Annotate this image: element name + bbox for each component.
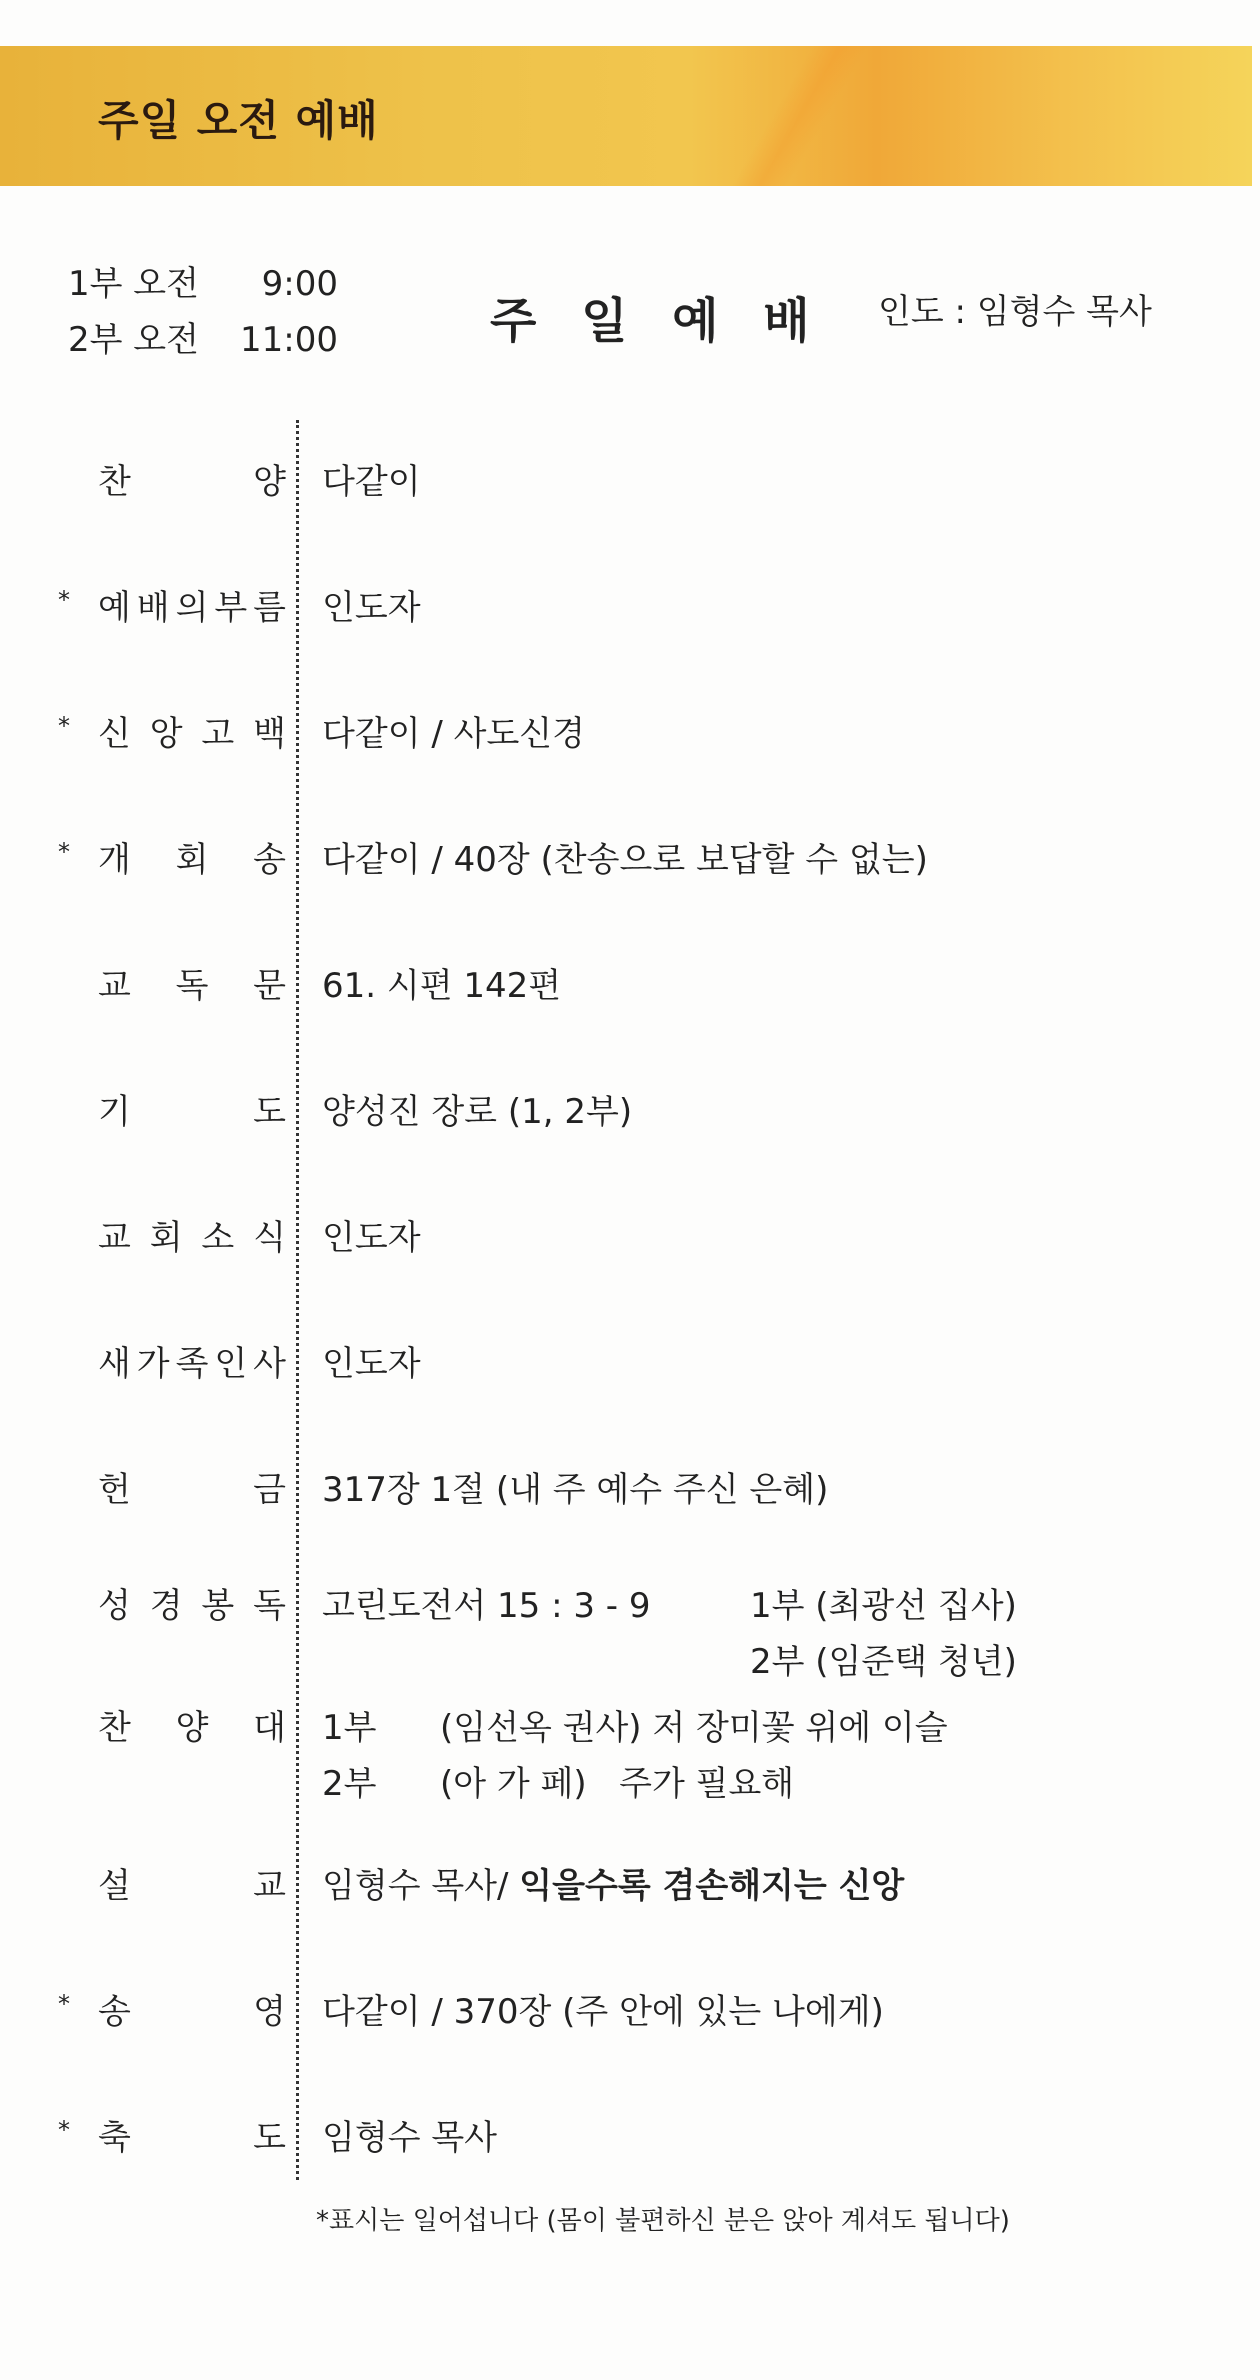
label-char: 경 xyxy=(149,1586,183,1626)
label-char: 기 xyxy=(98,1092,131,1132)
label-char: 찬 xyxy=(98,1708,131,1748)
sermon-title: 익을수록 겸손해지는 신앙 xyxy=(519,1866,905,1906)
order-item-content: 다같이 / 370장 (주 안에 있는 나에게) xyxy=(322,1992,884,2032)
label-char: 헌 xyxy=(98,1470,131,1510)
time-label: 1부 오전 xyxy=(68,264,199,304)
order-item-label xyxy=(98,1210,286,1266)
order-item-label xyxy=(98,454,286,510)
label-char: 양 xyxy=(253,462,286,502)
label-char: 의 xyxy=(175,588,209,628)
order-item-content: 인도자 xyxy=(322,1218,421,1258)
service-times xyxy=(68,256,338,368)
label-char: 독 xyxy=(253,1586,286,1626)
service-time-row xyxy=(68,312,338,368)
label-char: 인 xyxy=(214,1344,248,1384)
order-item-label xyxy=(98,832,286,888)
choir-detail: (아 가 페) 주가 필요해 xyxy=(440,1764,795,1804)
label-char: 양 xyxy=(175,1708,209,1748)
label-char: 개 xyxy=(98,840,131,880)
order-item-content: 다같이 / 사도신경 xyxy=(322,714,585,754)
label-char: 찬 xyxy=(98,462,131,502)
label-char: 봉 xyxy=(201,1586,235,1626)
order-item-content: 임형수 목사 xyxy=(322,2118,498,2158)
label-char: 배 xyxy=(136,588,170,628)
label-char: 식 xyxy=(253,1218,286,1258)
label-char: 예 xyxy=(98,588,131,628)
order-item-label xyxy=(98,706,286,762)
label-char: 가 xyxy=(136,1344,170,1384)
label-char: 송 xyxy=(98,1992,131,2032)
order-item-label xyxy=(98,1578,286,1634)
label-char: 교 xyxy=(253,1866,286,1906)
order-item-label xyxy=(98,1984,286,2040)
label-char: 족 xyxy=(175,1344,209,1384)
label-char: 송 xyxy=(253,840,286,880)
time-label: 2부 오전 xyxy=(68,320,199,360)
scripture-reader-1: 1부 (최광선 집사) xyxy=(750,1586,1017,1626)
order-item-content: 다같이 / 40장 (찬송으로 보답할 수 없는) xyxy=(322,840,928,880)
label-char: 성 xyxy=(98,1586,131,1626)
label-char: 사 xyxy=(253,1344,286,1384)
order-item-content: 양성진 장로 (1, 2부) xyxy=(322,1092,633,1132)
order-item-content: 다같이 xyxy=(322,462,421,502)
choir-part: 2부 xyxy=(322,1764,377,1804)
label-char: 회 xyxy=(175,840,209,880)
label-char: 설 xyxy=(98,1866,131,1906)
service-time-row xyxy=(68,256,338,312)
header-banner xyxy=(0,46,1252,186)
label-char: 새 xyxy=(98,1344,131,1384)
stand-marker: * xyxy=(58,586,70,614)
order-item-label xyxy=(98,1462,286,1518)
label-char: 백 xyxy=(253,714,286,754)
order-item-label xyxy=(98,1858,286,1914)
time-value: 11:00 xyxy=(240,320,338,360)
label-char: 영 xyxy=(253,1992,286,2032)
footer-note: *표시는 일어섭니다 (몸이 불편하신 분은 앉아 계셔도 됩니다) xyxy=(316,2206,1010,2236)
order-item-label xyxy=(98,2110,286,2166)
sermon-preacher: 임형수 목사/ xyxy=(322,1866,509,1906)
label-char: 대 xyxy=(253,1708,286,1748)
label-char: 독 xyxy=(175,966,209,1006)
order-item-label xyxy=(98,580,286,636)
order-item-content: 인도자 xyxy=(322,1344,421,1384)
order-item-content: 317장 1절 (내 주 예수 주신 은혜) xyxy=(322,1470,829,1510)
service-leader: 인도 : 임형수 목사 xyxy=(878,292,1152,332)
order-item-label xyxy=(98,1084,286,1140)
label-char: 축 xyxy=(98,2118,131,2158)
choir-part: 1부 xyxy=(322,1708,377,1748)
order-item-label xyxy=(98,1700,286,1756)
label-char: 름 xyxy=(253,588,286,628)
label-char: 고 xyxy=(201,714,235,754)
label-char: 금 xyxy=(253,1470,286,1510)
label-char: 부 xyxy=(214,588,248,628)
label-char: 도 xyxy=(253,2118,286,2158)
label-char: 앙 xyxy=(149,714,183,754)
label-char: 교 xyxy=(98,1218,131,1258)
stand-marker: * xyxy=(58,2116,70,2144)
order-item-label xyxy=(98,958,286,1014)
order-item-label xyxy=(98,1336,286,1392)
stand-marker: * xyxy=(58,1990,70,2018)
dotted-divider xyxy=(296,420,299,2180)
choir-detail: (임선옥 권사) 저 장미꽃 위에 이슬 xyxy=(440,1708,948,1748)
stand-marker: * xyxy=(58,712,70,740)
stand-marker: * xyxy=(58,838,70,866)
banner-title: 주일 오전 예배 xyxy=(98,96,379,145)
order-item-content: 인도자 xyxy=(322,588,421,628)
choir-row xyxy=(322,1700,948,1756)
scripture-passage: 고린도전서 15 : 3 - 9 xyxy=(322,1586,651,1626)
time-value: 9:00 xyxy=(261,264,338,304)
sermon-content xyxy=(322,1858,904,1914)
service-title: 주 일 예 배 xyxy=(490,293,824,349)
label-char: 도 xyxy=(253,1092,286,1132)
label-char: 문 xyxy=(253,966,286,1006)
label-char: 신 xyxy=(98,714,131,754)
order-item-content: 61. 시편 142편 xyxy=(322,966,562,1006)
label-char: 교 xyxy=(98,966,131,1006)
label-char: 소 xyxy=(201,1218,235,1258)
scripture-reader-2: 2부 (임준택 청년) xyxy=(750,1642,1017,1682)
label-char: 회 xyxy=(149,1218,183,1258)
choir-row xyxy=(322,1756,795,1812)
